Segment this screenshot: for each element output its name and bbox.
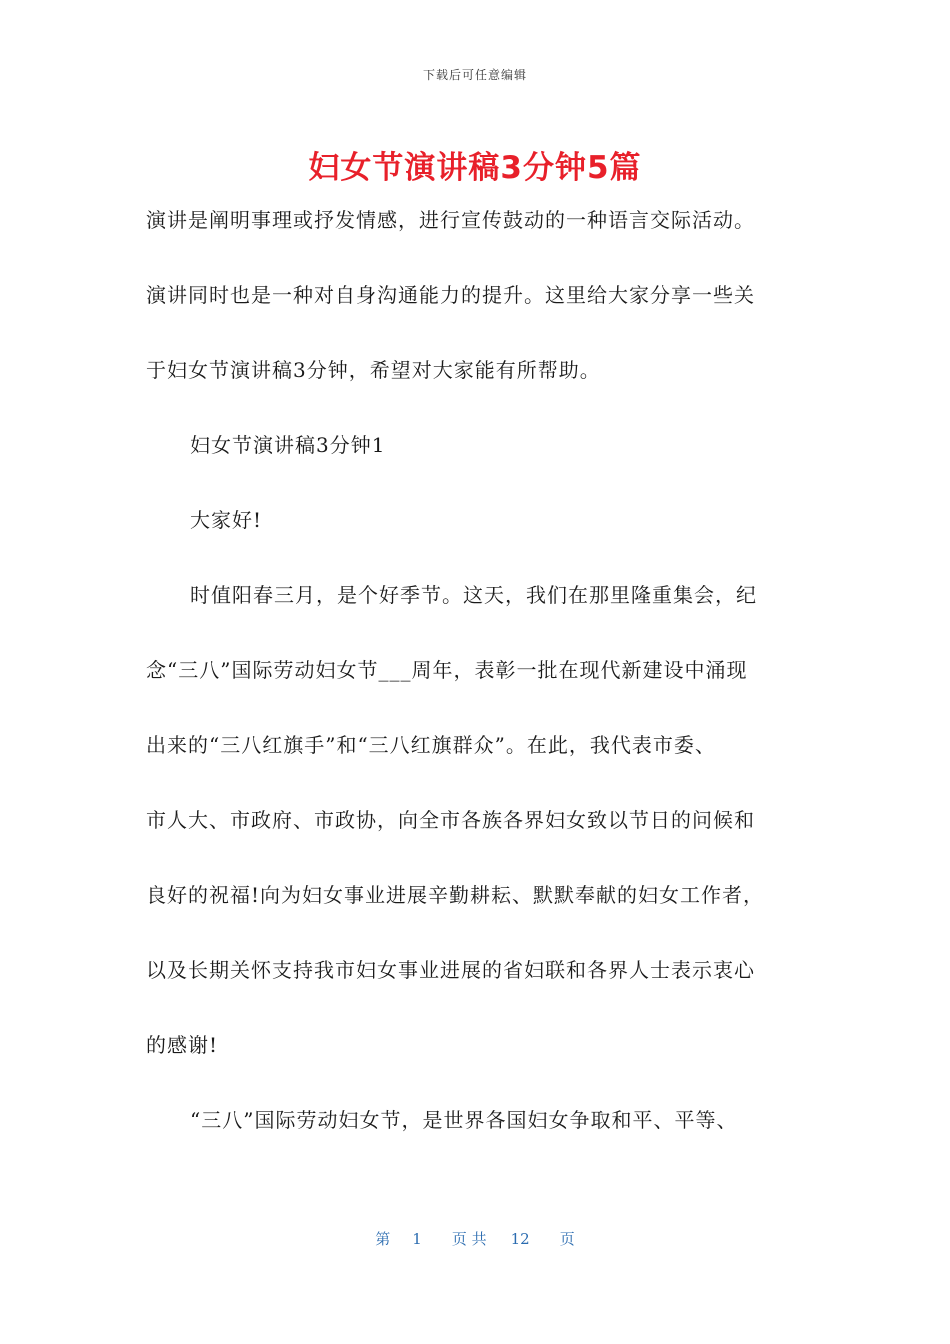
section-heading: 妇女节演讲稿3分钟1 xyxy=(190,433,386,457)
body-line: 良好的祝福!向为妇女事业进展辛勤耕耘、默默奉献的妇女工作者， xyxy=(146,883,765,907)
body-line: “三八”国际劳动妇女节，是世界各国妇女争取和平、平等、 xyxy=(190,1108,738,1132)
body-line: 念“三八”国际劳动妇女节___周年，表彰一批在现代新建设中涌现 xyxy=(146,658,748,682)
document-title: 妇女节演讲稿3分钟5篇 xyxy=(308,150,642,186)
body-line: 演讲是阐明事理或抒发情感，进行宣传鼓动的一种语言交际活动。 xyxy=(146,208,755,232)
footer-page-number: 1 xyxy=(412,1230,422,1248)
body-line: 以及长期关怀支持我市妇女事业进展的省妇联和各界人士表示衷心 xyxy=(146,958,755,982)
footer-total-pages: 12 xyxy=(510,1230,530,1248)
footer-prefix: 第 xyxy=(375,1230,391,1248)
body-line: 市人大、市政府、市政协，向全市各族各界妇女致以节日的问候和 xyxy=(146,808,755,832)
document-body xyxy=(146,196,806,1171)
footer-middle: 页 共 xyxy=(451,1230,487,1248)
body-line: 时值阳春三月，是个好季节。这天，我们在那里隆重集会，纪 xyxy=(190,583,757,607)
header-note: 下载后可任意编辑 xyxy=(422,68,527,82)
body-line: 演讲同时也是一种对自身沟通能力的提升。这里给大家分享一些关 xyxy=(146,283,755,307)
footer-suffix: 页 xyxy=(559,1230,575,1248)
body-line: 出来的“三八红旗手”和“三八红旗群众”。在此，我代表市委、 xyxy=(146,733,716,757)
body-line: 于妇女节演讲稿3分钟，希望对大家能有所帮助。 xyxy=(146,358,601,382)
body-line: 的感谢! xyxy=(146,1033,219,1057)
page-footer xyxy=(0,1228,950,1249)
greeting-line: 大家好! xyxy=(190,508,263,532)
